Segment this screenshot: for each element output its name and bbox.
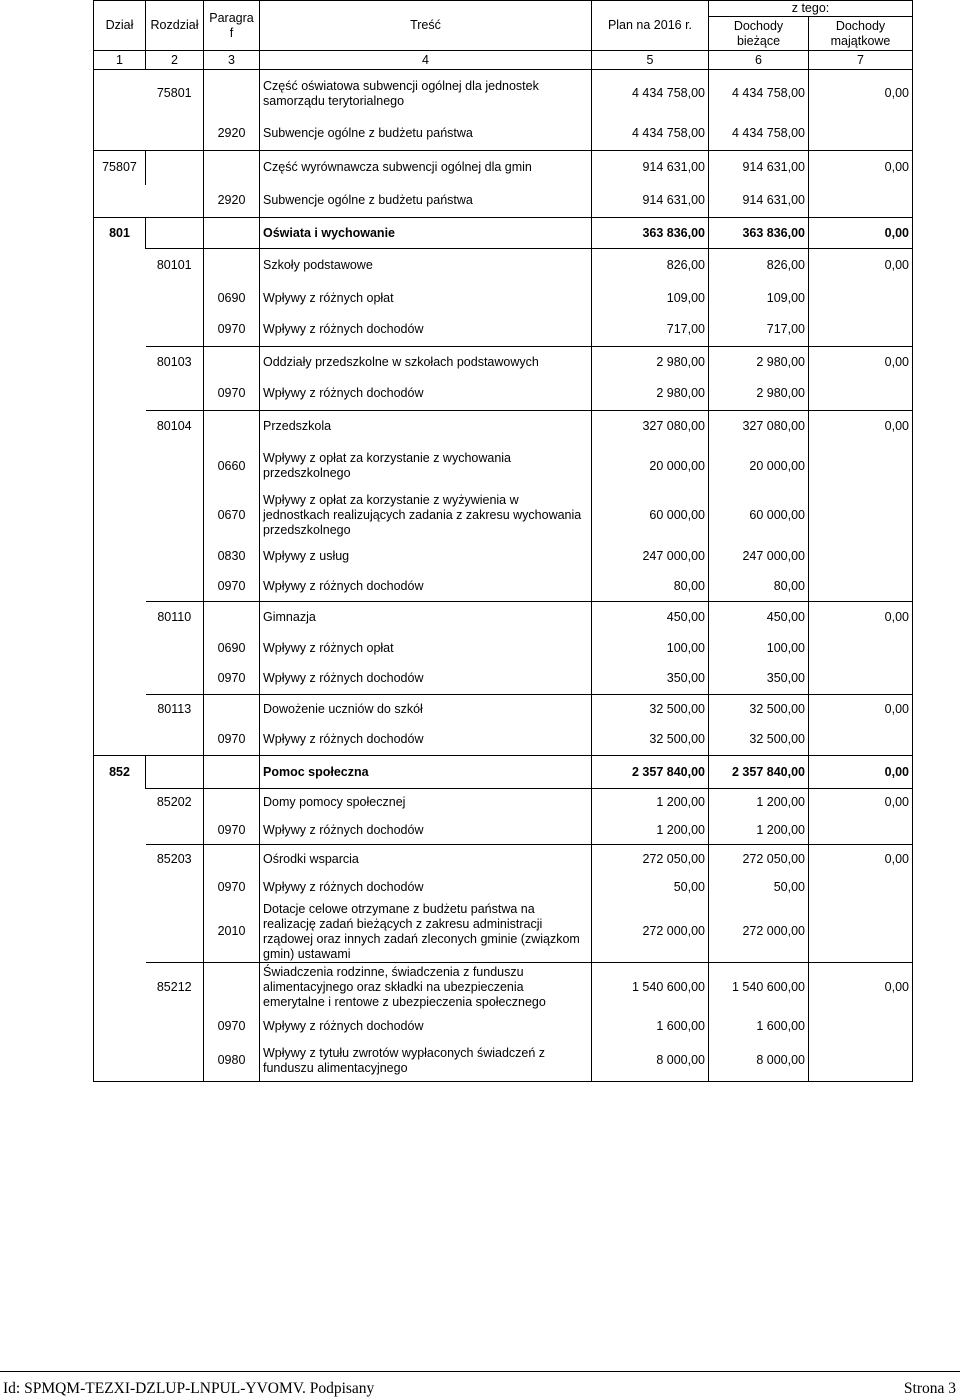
cell-majatkowe: 0,00	[809, 218, 913, 249]
cell-paragraf: 2920	[204, 185, 260, 218]
cell-rozdzial	[146, 902, 204, 963]
table-row	[94, 633, 913, 664]
cell-biezace: 914 631,00	[709, 151, 809, 185]
cell-paragraf: 0970	[204, 725, 260, 756]
cell-biezace: 450,00	[709, 602, 809, 633]
cell-biezace: 1 600,00	[709, 1012, 809, 1041]
header-dzial: Dział	[94, 1, 146, 51]
document-id: Id: SPMQM-TEZXI-DZLUP-LNPUL-YVOMV. Podpisany	[3, 1380, 375, 1397]
cell-majatkowe	[809, 725, 913, 756]
table-row	[94, 347, 913, 378]
table-row	[94, 314, 913, 347]
cell-rozdzial: 75801	[146, 70, 204, 118]
cell-dzial	[94, 411, 146, 443]
column-number: 4	[260, 51, 592, 70]
cell-plan: 1 200,00	[592, 789, 709, 817]
cell-biezace: 32 500,00	[709, 695, 809, 725]
cell-rozdzial	[146, 817, 204, 845]
cell-paragraf	[204, 695, 260, 725]
table-row	[94, 756, 913, 789]
cell-paragraf	[204, 756, 260, 789]
cell-paragraf	[204, 789, 260, 817]
cell-plan: 32 500,00	[592, 695, 709, 725]
cell-biezace: 914 631,00	[709, 185, 809, 218]
cell-dzial	[94, 118, 146, 151]
cell-plan: 450,00	[592, 602, 709, 633]
header-majatkowe-line1: Dochody	[835, 18, 886, 33]
cell-majatkowe	[809, 1012, 913, 1041]
header-tresc: Treść	[260, 1, 592, 51]
table-row	[94, 664, 913, 695]
cell-dzial	[94, 845, 146, 874]
table-row	[94, 118, 913, 151]
header-z-tego: z tego:	[709, 1, 913, 17]
cell-biezace: 327 080,00	[709, 411, 809, 443]
header-paragraf	[204, 1, 260, 51]
header-rozdzial: Rozdział	[146, 1, 204, 51]
cell-rozdzial	[146, 572, 204, 602]
cell-rozdzial	[146, 874, 204, 902]
table-row	[94, 378, 913, 411]
column-number: 6	[709, 51, 809, 70]
cell-rozdzial	[146, 725, 204, 756]
cell-dzial	[94, 602, 146, 633]
cell-majatkowe	[809, 542, 913, 572]
cell-dzial	[94, 664, 146, 695]
cell-tresc: Subwencje ogólne z budżetu państwa	[260, 118, 592, 151]
cell-rozdzial	[146, 218, 204, 249]
cell-plan: 1 200,00	[592, 817, 709, 845]
cell-majatkowe	[809, 902, 913, 963]
cell-paragraf: 0690	[204, 283, 260, 314]
cell-plan: 1 540 600,00	[592, 962, 709, 1012]
table-header	[94, 1, 913, 70]
cell-dzial: 801	[94, 218, 146, 249]
cell-majatkowe	[809, 185, 913, 218]
cell-tresc: Pomoc społeczna	[260, 756, 592, 789]
cell-tresc: Wpływy z różnych opłat	[260, 633, 592, 664]
cell-tresc: Wpływy z różnych dochodów	[260, 1012, 592, 1041]
cell-paragraf: 0970	[204, 664, 260, 695]
header-paragraf-line2: f	[229, 25, 234, 40]
cell-biezace: 1 540 600,00	[709, 962, 809, 1012]
cell-majatkowe	[809, 314, 913, 347]
cell-rozdzial	[146, 633, 204, 664]
cell-majatkowe	[809, 490, 913, 542]
cell-rozdzial: 80110	[146, 602, 204, 633]
table-row	[94, 411, 913, 443]
header-majatkowe	[809, 17, 913, 51]
cell-dzial	[94, 962, 146, 1012]
cell-biezace: 2 357 840,00	[709, 756, 809, 789]
table-row	[94, 151, 913, 185]
cell-rozdzial	[146, 1041, 204, 1081]
cell-plan: 60 000,00	[592, 490, 709, 542]
cell-plan: 2 980,00	[592, 347, 709, 378]
cell-plan: 826,00	[592, 249, 709, 283]
cell-rozdzial	[146, 443, 204, 490]
cell-biezace: 20 000,00	[709, 443, 809, 490]
column-number: 5	[592, 51, 709, 70]
column-number: 3	[204, 51, 260, 70]
cell-majatkowe	[809, 118, 913, 151]
table-row	[94, 542, 913, 572]
cell-tresc: Wpływy z różnych dochodów	[260, 725, 592, 756]
cell-majatkowe: 0,00	[809, 789, 913, 817]
cell-rozdzial	[146, 151, 204, 185]
table-row	[94, 490, 913, 542]
cell-plan: 50,00	[592, 874, 709, 902]
table-row	[94, 443, 913, 490]
cell-dzial	[94, 572, 146, 602]
cell-dzial	[94, 347, 146, 378]
cell-biezace: 100,00	[709, 633, 809, 664]
table-row	[94, 572, 913, 602]
cell-plan: 272 050,00	[592, 845, 709, 874]
cell-tresc: Gimnazja	[260, 602, 592, 633]
cell-tresc: Oświata i wychowanie	[260, 218, 592, 249]
cell-paragraf: 0970	[204, 817, 260, 845]
cell-paragraf	[204, 249, 260, 283]
cell-plan: 327 080,00	[592, 411, 709, 443]
cell-biezace: 272 000,00	[709, 902, 809, 963]
cell-tresc: Wpływy z opłat za korzystanie z wyżywienia w jednostkach realizujących zadania z zakresu wychowania przedszkolnego	[260, 490, 592, 542]
cell-majatkowe: 0,00	[809, 347, 913, 378]
page-footer	[0, 1371, 960, 1400]
table-row	[94, 1012, 913, 1041]
cell-rozdzial	[146, 1012, 204, 1041]
cell-paragraf: 2010	[204, 902, 260, 963]
cell-paragraf: 0970	[204, 314, 260, 347]
cell-dzial: 852	[94, 756, 146, 789]
cell-biezace: 109,00	[709, 283, 809, 314]
budget-table	[93, 0, 913, 1082]
cell-plan: 1 600,00	[592, 1012, 709, 1041]
column-number: 7	[809, 51, 913, 70]
cell-plan: 100,00	[592, 633, 709, 664]
cell-majatkowe	[809, 443, 913, 490]
cell-majatkowe	[809, 1041, 913, 1081]
cell-biezace: 32 500,00	[709, 725, 809, 756]
cell-rozdzial: 80103	[146, 347, 204, 378]
cell-biezace: 247 000,00	[709, 542, 809, 572]
column-number: 1	[94, 51, 146, 70]
table-row	[94, 695, 913, 725]
cell-paragraf	[204, 151, 260, 185]
cell-tresc: Dotacje celowe otrzymane z budżetu państwa na realizację zadań bieżących z zakresu administracji rządowej oraz innych zadań zleconych gminie (związkom gmin) ustawami	[260, 902, 592, 963]
cell-biezace: 2 980,00	[709, 347, 809, 378]
cell-plan: 914 631,00	[592, 151, 709, 185]
cell-paragraf: 0970	[204, 1012, 260, 1041]
cell-biezace: 826,00	[709, 249, 809, 283]
cell-majatkowe	[809, 283, 913, 314]
cell-biezace: 350,00	[709, 664, 809, 695]
cell-dzial	[94, 443, 146, 490]
cell-paragraf: 0970	[204, 874, 260, 902]
cell-biezace: 717,00	[709, 314, 809, 347]
cell-plan: 272 000,00	[592, 902, 709, 963]
cell-biezace: 4 434 758,00	[709, 118, 809, 151]
cell-tresc: Część oświatowa subwencji ogólnej dla jednostek samorządu terytorialnego	[260, 70, 592, 118]
table-row	[94, 602, 913, 633]
cell-paragraf: 0830	[204, 542, 260, 572]
table-row	[94, 1041, 913, 1081]
cell-dzial	[94, 1012, 146, 1041]
cell-rozdzial: 85202	[146, 789, 204, 817]
cell-rozdzial: 85212	[146, 962, 204, 1012]
cell-dzial	[94, 817, 146, 845]
cell-plan: 20 000,00	[592, 443, 709, 490]
cell-dzial	[94, 70, 146, 118]
cell-biezace: 80,00	[709, 572, 809, 602]
cell-biezace: 272 050,00	[709, 845, 809, 874]
cell-tresc: Wpływy z różnych opłat	[260, 283, 592, 314]
table-row	[94, 902, 913, 963]
cell-biezace: 4 434 758,00	[709, 70, 809, 118]
cell-majatkowe: 0,00	[809, 845, 913, 874]
header-majatkowe-line2: majątkowe	[830, 33, 891, 48]
column-numbers-row	[94, 51, 913, 70]
header-paragraf-line1: Paragra	[209, 10, 254, 25]
cell-tresc: Przedszkola	[260, 411, 592, 443]
cell-paragraf	[204, 602, 260, 633]
cell-paragraf	[204, 347, 260, 378]
cell-biezace: 2 980,00	[709, 378, 809, 411]
cell-paragraf: 0670	[204, 490, 260, 542]
cell-tresc: Domy pomocy społecznej	[260, 789, 592, 817]
cell-majatkowe	[809, 572, 913, 602]
cell-tresc: Dowożenie uczniów do szkół	[260, 695, 592, 725]
cell-tresc: Wpływy z różnych dochodów	[260, 874, 592, 902]
cell-dzial	[94, 1041, 146, 1081]
page-number: Strona 3	[903, 1380, 956, 1397]
cell-plan: 80,00	[592, 572, 709, 602]
cell-plan: 363 836,00	[592, 218, 709, 249]
cell-rozdzial	[146, 283, 204, 314]
table-row	[94, 874, 913, 902]
table-row	[94, 817, 913, 845]
cell-plan: 4 434 758,00	[592, 70, 709, 118]
cell-dzial	[94, 789, 146, 817]
cell-paragraf	[204, 70, 260, 118]
cell-dzial	[94, 902, 146, 963]
cell-tresc: Wpływy z różnych dochodów	[260, 378, 592, 411]
cell-tresc: Wpływy z tytułu zwrotów wypłaconych świadczeń z funduszu alimentacyjnego	[260, 1041, 592, 1081]
cell-plan: 914 631,00	[592, 185, 709, 218]
cell-dzial	[94, 542, 146, 572]
cell-rozdzial	[146, 378, 204, 411]
cell-plan: 4 434 758,00	[592, 118, 709, 151]
cell-dzial	[94, 725, 146, 756]
table-row	[94, 725, 913, 756]
cell-majatkowe: 0,00	[809, 962, 913, 1012]
cell-paragraf: 0980	[204, 1041, 260, 1081]
cell-tresc: Wpływy z różnych dochodów	[260, 572, 592, 602]
cell-tresc: Oddziały przedszkolne w szkołach podstawowych	[260, 347, 592, 378]
cell-majatkowe: 0,00	[809, 756, 913, 789]
cell-plan: 2 357 840,00	[592, 756, 709, 789]
cell-dzial	[94, 378, 146, 411]
cell-rozdzial	[146, 664, 204, 695]
cell-plan: 350,00	[592, 664, 709, 695]
cell-paragraf	[204, 411, 260, 443]
cell-majatkowe	[809, 817, 913, 845]
cell-tresc: Szkoły podstawowe	[260, 249, 592, 283]
table-body	[94, 70, 913, 1082]
cell-plan: 717,00	[592, 314, 709, 347]
cell-paragraf	[204, 962, 260, 1012]
cell-biezace: 8 000,00	[709, 1041, 809, 1081]
cell-biezace: 1 200,00	[709, 789, 809, 817]
cell-rozdzial	[146, 185, 204, 218]
cell-rozdzial: 80101	[146, 249, 204, 283]
cell-plan: 2 980,00	[592, 378, 709, 411]
cell-dzial	[94, 874, 146, 902]
cell-majatkowe	[809, 874, 913, 902]
cell-rozdzial	[146, 490, 204, 542]
cell-tresc: Wpływy z różnych dochodów	[260, 664, 592, 695]
cell-rozdzial	[146, 756, 204, 789]
cell-dzial: 75807	[94, 151, 146, 185]
cell-majatkowe: 0,00	[809, 602, 913, 633]
table-row	[94, 185, 913, 218]
cell-majatkowe	[809, 633, 913, 664]
cell-rozdzial: 80113	[146, 695, 204, 725]
cell-plan: 8 000,00	[592, 1041, 709, 1081]
cell-majatkowe: 0,00	[809, 70, 913, 118]
header-biezace	[709, 17, 809, 51]
cell-majatkowe: 0,00	[809, 695, 913, 725]
cell-tresc: Wpływy z różnych dochodów	[260, 817, 592, 845]
cell-tresc: Subwencje ogólne z budżetu państwa	[260, 185, 592, 218]
table-row	[94, 218, 913, 249]
cell-dzial	[94, 695, 146, 725]
cell-biezace: 1 200,00	[709, 817, 809, 845]
cell-paragraf	[204, 845, 260, 874]
cell-rozdzial: 80104	[146, 411, 204, 443]
cell-plan: 109,00	[592, 283, 709, 314]
cell-biezace: 50,00	[709, 874, 809, 902]
cell-paragraf	[204, 218, 260, 249]
cell-plan: 32 500,00	[592, 725, 709, 756]
cell-dzial	[94, 283, 146, 314]
header-plan: Plan na 2016 r.	[592, 1, 709, 51]
cell-rozdzial	[146, 314, 204, 347]
cell-biezace: 363 836,00	[709, 218, 809, 249]
cell-tresc: Część wyrównawcza subwencji ogólnej dla gmin	[260, 151, 592, 185]
cell-tresc: Wpływy z opłat za korzystanie z wychowania przedszkolnego	[260, 443, 592, 490]
cell-dzial	[94, 314, 146, 347]
cell-majatkowe: 0,00	[809, 151, 913, 185]
cell-plan: 247 000,00	[592, 542, 709, 572]
cell-dzial	[94, 633, 146, 664]
cell-rozdzial	[146, 118, 204, 151]
column-number: 2	[146, 51, 204, 70]
cell-paragraf: 0660	[204, 443, 260, 490]
table-row	[94, 962, 913, 1012]
cell-majatkowe: 0,00	[809, 411, 913, 443]
table-row	[94, 249, 913, 283]
cell-majatkowe: 0,00	[809, 249, 913, 283]
cell-majatkowe	[809, 378, 913, 411]
cell-rozdzial: 85203	[146, 845, 204, 874]
cell-paragraf: 0970	[204, 378, 260, 411]
cell-biezace: 60 000,00	[709, 490, 809, 542]
table-row	[94, 789, 913, 817]
cell-tresc: Wpływy z różnych dochodów	[260, 314, 592, 347]
table-row	[94, 283, 913, 314]
cell-rozdzial	[146, 542, 204, 572]
cell-dzial	[94, 249, 146, 283]
cell-dzial	[94, 185, 146, 218]
cell-paragraf: 0690	[204, 633, 260, 664]
cell-paragraf: 0970	[204, 572, 260, 602]
cell-tresc: Wpływy z usług	[260, 542, 592, 572]
cell-majatkowe	[809, 664, 913, 695]
header-biezace-line1: Dochody	[733, 18, 784, 33]
cell-tresc: Ośrodki wsparcia	[260, 845, 592, 874]
cell-tresc: Świadczenia rodzinne, świadczenia z funduszu alimentacyjnego oraz składki na ubezpieczenia emerytalne i rentowe z ubezpieczenia społecznego	[260, 962, 592, 1012]
table-row	[94, 70, 913, 118]
header-biezace-line2: bieżące	[736, 33, 781, 48]
table-row	[94, 845, 913, 874]
cell-paragraf: 2920	[204, 118, 260, 151]
cell-dzial	[94, 490, 146, 542]
